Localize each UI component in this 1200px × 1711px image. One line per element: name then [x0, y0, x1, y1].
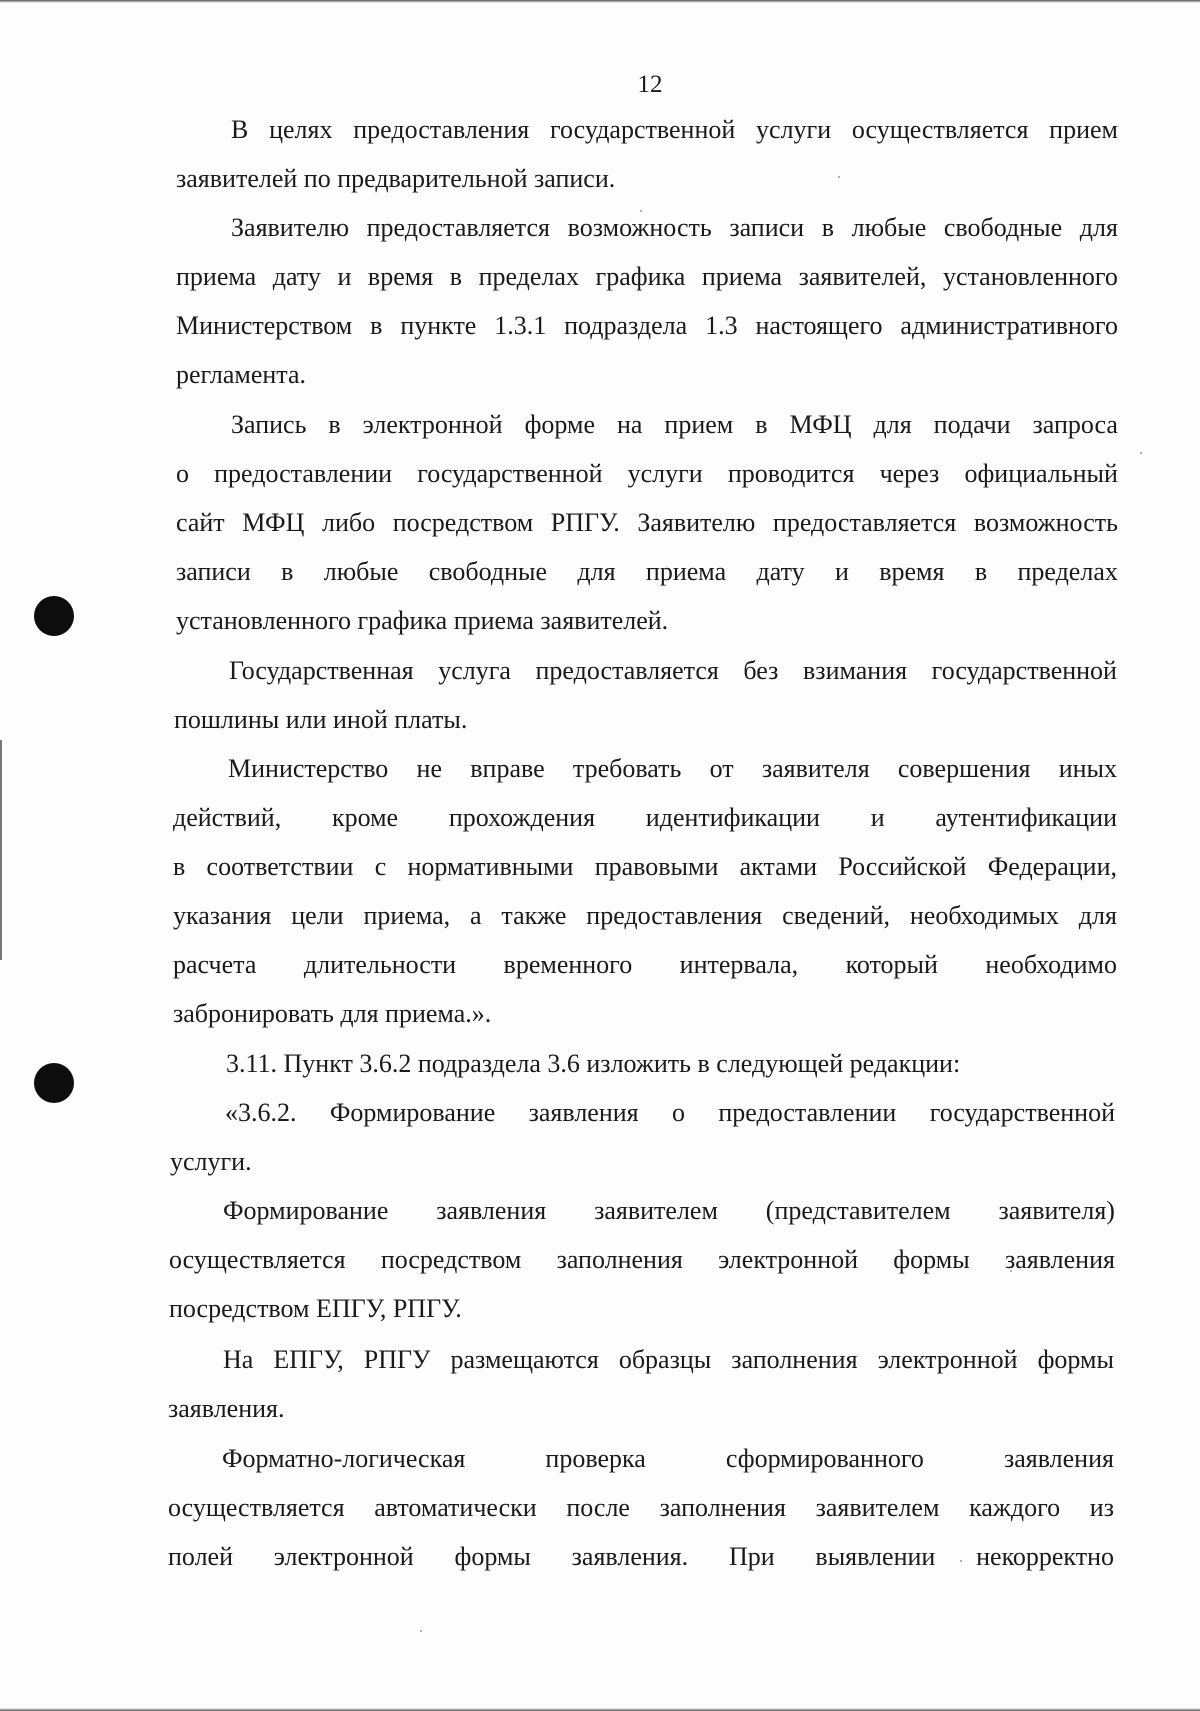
word: Российской — [838, 852, 967, 881]
word: без — [743, 656, 779, 685]
word: предоставляется — [535, 656, 719, 685]
word: и — [337, 262, 352, 291]
text-line: заявления. — [168, 1394, 285, 1423]
word: пункте — [400, 311, 477, 340]
text-line — [222, 1443, 1114, 1475]
word: (представителем — [765, 1196, 951, 1225]
word: формы — [454, 1542, 531, 1571]
word: с — [374, 852, 387, 881]
word: взимания — [803, 656, 908, 685]
word: заявителей, — [798, 262, 927, 291]
word: о — [672, 1098, 685, 1127]
word: На — [223, 1345, 254, 1374]
word: в — [173, 852, 186, 881]
word: для — [1079, 213, 1118, 242]
text-line: регламента. — [176, 360, 307, 389]
text-line — [173, 851, 1117, 883]
word: предоставляется — [366, 213, 550, 242]
word: актами — [739, 852, 818, 881]
word: образцы — [618, 1345, 712, 1374]
word: в — [821, 213, 834, 242]
word: правовыми — [594, 852, 719, 881]
text-line — [176, 261, 1118, 293]
word: формы — [1037, 1345, 1114, 1374]
word: необходимых — [909, 901, 1059, 930]
punch-hole-upper — [34, 596, 74, 636]
word: автоматически — [374, 1493, 537, 1522]
scan-speck — [1140, 452, 1142, 454]
word: временного — [503, 950, 633, 979]
word: 1.3 — [705, 311, 738, 340]
word: приема, — [363, 901, 451, 930]
scan-top-edge — [0, 0, 1200, 3]
word: МФЦ — [242, 508, 305, 537]
word: формы — [893, 1245, 970, 1274]
text-line: услуги. — [170, 1147, 252, 1176]
word: свободные — [428, 557, 548, 586]
word: расчета — [173, 950, 257, 979]
word: предоставления — [586, 901, 763, 930]
word: Формирование — [329, 1098, 496, 1127]
punch-hole-lower — [34, 1063, 74, 1103]
word: Запись — [231, 410, 307, 439]
word: и — [870, 803, 885, 832]
word: государственной — [929, 1098, 1115, 1127]
word: каждого — [969, 1493, 1061, 1522]
word: заполнения — [556, 1245, 683, 1274]
word: который — [845, 950, 938, 979]
text-line — [176, 556, 1118, 588]
word: подраздела — [564, 311, 688, 340]
word: запроса — [1032, 410, 1118, 439]
word: кроме — [331, 803, 399, 832]
word: в — [370, 311, 383, 340]
word: из — [1089, 1493, 1114, 1522]
word: посредством — [380, 1245, 522, 1274]
text-line: установленного графика приема заявителей. — [176, 606, 669, 635]
word: любые — [323, 557, 399, 586]
word: полей — [168, 1542, 233, 1571]
word: государственной — [549, 115, 736, 144]
word: приема — [645, 557, 727, 586]
word: ЕПГУ, — [273, 1345, 344, 1374]
word: заполнения — [659, 1493, 786, 1522]
word: установленного — [942, 262, 1118, 291]
word: либо — [321, 508, 376, 537]
word: записи — [729, 213, 805, 242]
word: Форматно-логическая — [222, 1444, 466, 1473]
word: заявителем — [594, 1196, 718, 1225]
word: время — [879, 557, 945, 586]
text-line — [168, 1492, 1114, 1524]
word: электронной — [362, 410, 503, 439]
word: пределах — [1017, 557, 1118, 586]
word: для — [873, 410, 912, 439]
word: заявления — [528, 1098, 639, 1127]
word: проводится — [727, 459, 855, 488]
word: в — [449, 262, 462, 291]
word: государственной — [417, 459, 603, 488]
word: иных — [1058, 754, 1117, 783]
word: сведений, — [782, 901, 890, 930]
word: для — [1078, 901, 1117, 930]
word: предоставлении — [214, 459, 393, 488]
text-line — [231, 114, 1118, 146]
word: длительности — [303, 950, 457, 979]
word: возможность — [973, 508, 1118, 537]
word: а — [470, 901, 482, 930]
word: заявления — [1003, 1444, 1114, 1473]
word: осуществляется — [851, 115, 1029, 144]
word: услуги — [756, 115, 832, 144]
word: сформированного — [725, 1444, 924, 1473]
word: возможность — [567, 213, 712, 242]
word: МФЦ — [789, 410, 852, 439]
word: через — [879, 459, 940, 488]
scan-speck — [838, 176, 840, 178]
text-line: заявителей по предварительной записи. — [176, 164, 616, 193]
page-number: 12 — [637, 71, 663, 98]
word: заявления — [1004, 1245, 1115, 1274]
word: о — [176, 459, 189, 488]
word: идентификации — [645, 803, 820, 832]
word: необходимо — [985, 950, 1117, 979]
text-line — [176, 507, 1118, 539]
word: размещаются — [450, 1345, 599, 1374]
word: государственной — [931, 656, 1117, 685]
word: время — [367, 262, 434, 291]
word: целях — [269, 115, 333, 144]
text-line — [173, 949, 1117, 981]
word: также — [501, 901, 567, 930]
word: «3.6.2. — [225, 1098, 297, 1127]
text-line: пошлины или иной платы. — [174, 705, 468, 734]
word: предоставлении — [718, 1098, 897, 1127]
word: цели — [291, 901, 344, 930]
word: прием — [1049, 115, 1118, 144]
text-line — [168, 1541, 1114, 1573]
word: прохождения — [448, 803, 596, 832]
word: заявления. — [571, 1542, 689, 1571]
word: проверка — [545, 1444, 646, 1473]
text-line — [176, 310, 1118, 342]
word: осуществляется — [168, 1493, 345, 1522]
word: электронной — [718, 1245, 859, 1274]
word: записи — [176, 557, 251, 586]
word: заявителя) — [998, 1196, 1115, 1225]
word: соответствии — [206, 852, 354, 881]
word: требовать — [572, 754, 682, 783]
text-line: 3.11. Пункт 3.6.2 подраздела 3.6 изложить в следующей редакции: — [226, 1049, 961, 1078]
word: свободные — [943, 213, 1063, 242]
scan-speck — [420, 1630, 422, 1632]
word: указания — [173, 901, 272, 930]
text-line: забронировать для приема.». — [173, 999, 492, 1028]
word: после — [566, 1493, 630, 1522]
word: и — [834, 557, 849, 586]
word: в — [974, 557, 988, 586]
text-line — [229, 655, 1117, 687]
word: предоставляется — [772, 508, 957, 537]
text-line — [225, 1097, 1115, 1129]
word: Министерство — [228, 754, 389, 783]
text-line — [223, 1195, 1115, 1227]
word: дату — [756, 557, 805, 586]
word: совершения — [897, 754, 1031, 783]
word: дату — [272, 262, 321, 291]
word: действий, — [173, 803, 282, 832]
word: подачи — [933, 410, 1011, 439]
word: административного — [900, 311, 1118, 340]
word: Федерации, — [987, 852, 1117, 881]
word: Государственная — [229, 656, 414, 685]
scan-left-edge — [0, 740, 2, 960]
word: в — [281, 557, 294, 586]
text-line — [228, 753, 1117, 785]
word: электронной — [877, 1345, 1018, 1374]
word: пределах — [478, 262, 579, 291]
word: аутентификации — [935, 803, 1117, 832]
word: услуги — [627, 459, 703, 488]
word: электронной — [273, 1542, 414, 1571]
word: заявителя — [761, 754, 870, 783]
word: некорректно — [976, 1542, 1114, 1571]
word: В — [231, 115, 249, 144]
word: 1.3.1 — [494, 311, 547, 340]
word: осуществляется — [169, 1245, 346, 1274]
word: Заявителю — [231, 213, 350, 242]
word: заполнения — [731, 1345, 858, 1374]
word: вправе — [470, 754, 545, 783]
word: в — [755, 410, 768, 439]
word: в — [328, 410, 341, 439]
word: Заявителю — [637, 508, 756, 537]
word: приема — [176, 262, 257, 291]
word: графика — [595, 262, 686, 291]
word: заявления — [436, 1196, 547, 1225]
word: При — [728, 1542, 775, 1571]
text-line — [231, 212, 1118, 244]
word: на — [616, 410, 643, 439]
word: РПГУ. — [550, 508, 620, 537]
word: сайт — [176, 508, 225, 537]
text-line — [173, 900, 1117, 932]
word: интервала, — [679, 950, 799, 979]
word: приема — [701, 262, 783, 291]
text-line — [169, 1244, 1115, 1276]
word: РПГУ — [363, 1345, 431, 1374]
word: официальный — [964, 459, 1118, 488]
word: выявлении — [815, 1542, 936, 1571]
text-line: посредством ЕПГУ, РПГУ. — [169, 1294, 462, 1323]
word: предоставления — [353, 115, 530, 144]
word: не — [416, 754, 443, 783]
text-line — [231, 409, 1118, 441]
word: услуга — [438, 656, 511, 685]
text-line — [223, 1344, 1114, 1376]
word: любые — [851, 213, 927, 242]
text-line — [176, 458, 1118, 490]
word: Министерством — [176, 311, 353, 340]
word: заявителем — [815, 1493, 940, 1522]
word: Формирование — [223, 1196, 389, 1225]
word: от — [709, 754, 734, 783]
word: прием — [664, 410, 734, 439]
word: для — [577, 557, 616, 586]
word: нормативными — [407, 852, 574, 881]
text-line — [173, 802, 1117, 834]
word: посредством — [392, 508, 534, 537]
word: форме — [524, 410, 596, 439]
word: настоящего — [755, 311, 883, 340]
